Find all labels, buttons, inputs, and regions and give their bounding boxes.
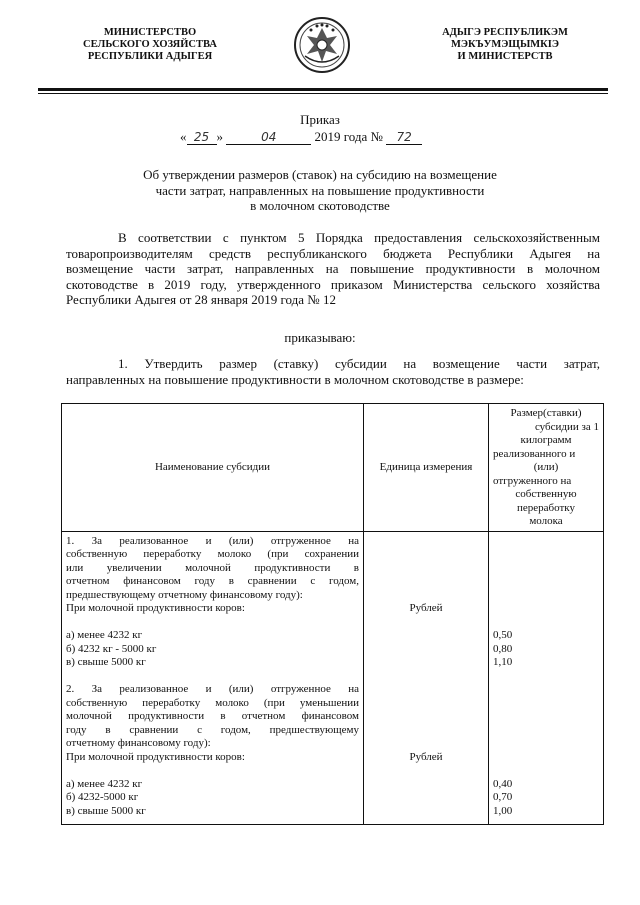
rate-value: 0,70 bbox=[493, 791, 513, 803]
productivity-option: а) менее 4232 кг bbox=[66, 777, 143, 790]
unit-value: Рублей bbox=[409, 750, 443, 763]
order-item-1 bbox=[66, 356, 600, 387]
rate-value: 0,40 bbox=[493, 777, 513, 790]
productivity-option: б) 4232-5000 кг bbox=[66, 791, 139, 803]
rate-value: 0,80 bbox=[493, 642, 513, 655]
rate-header-line: реализованного и bbox=[493, 447, 576, 460]
desc-line: отчетном финансовом году в сравнении с годом, bbox=[66, 575, 359, 587]
rate-header-line: (или) bbox=[533, 461, 559, 473]
preamble-line: Республики Адыгея от 28 января 2019 года № 12 bbox=[66, 292, 336, 307]
header-right-line: МЭКЪУМЭЩЫМКІЭ bbox=[451, 39, 559, 50]
productivity-option: а) менее 4232 кг bbox=[66, 629, 143, 641]
desc-line: году в сравнении с годом, предшествующему bbox=[66, 723, 359, 736]
rate-value: 0,50 bbox=[493, 629, 513, 641]
rate-header-line: собственную bbox=[515, 488, 577, 500]
rate-header-line: переработку bbox=[517, 501, 575, 514]
unit-value: Рублей bbox=[409, 602, 443, 614]
quote-open: « bbox=[180, 129, 187, 144]
order-month: 04 bbox=[226, 130, 311, 145]
desc-line: молочной продуктивности в отчетном финансовом bbox=[66, 710, 359, 722]
header-left-line: РЕСПУБЛИКИ АДЫГЕЯ bbox=[87, 51, 213, 62]
header-left-line: МИНИСТЕРСТВО bbox=[103, 27, 197, 38]
item-line: направленных на повышение продуктивности в молочном скотоводстве в размере: bbox=[66, 371, 524, 387]
preamble-line: В соответствии с пунктом 5 Порядка предоставления сельскохозяйственным bbox=[118, 230, 600, 245]
orders-word: приказываю: bbox=[284, 330, 356, 345]
desc-line: предшествующему отчетному финансовому году): bbox=[66, 588, 303, 601]
ministry-name-russian bbox=[70, 27, 230, 63]
coat-of-arms-emblem bbox=[293, 16, 351, 74]
order-number: 72 bbox=[386, 130, 422, 145]
desc-line: 1. За реализованное и (или) отгруженное на bbox=[66, 534, 359, 547]
subsidy-rates-table bbox=[61, 403, 604, 825]
unit-cell bbox=[364, 531, 489, 825]
item-line: 1. Утвердить размер (ставку) субсидии на возмещение части затрат, bbox=[118, 356, 600, 371]
table-body-row bbox=[62, 531, 604, 825]
order-year: 2019 года № bbox=[314, 129, 383, 144]
header-divider-thick bbox=[38, 88, 608, 91]
desc-line: отчетному финансовому году): bbox=[66, 737, 211, 749]
desc-line: При молочной продуктивности коров: bbox=[66, 602, 245, 614]
order-date-number-line bbox=[180, 129, 422, 145]
desc-line: или увеличении молочной продуктивности в bbox=[66, 561, 359, 574]
col-header-unit: Единица измерения bbox=[364, 404, 489, 532]
header-right-line: АДЫГЭ РЕСПУБЛИКЭМ bbox=[442, 27, 568, 38]
rate-cell bbox=[489, 531, 604, 825]
subject-line: в молочном скотоводстве bbox=[250, 198, 390, 213]
desc-line: собственную переработку молоко (при уменьшении bbox=[66, 696, 359, 709]
subsidy-description-cell bbox=[62, 531, 364, 825]
rate-header-line: отгруженного на bbox=[493, 474, 572, 487]
desc-line: 2. За реализованное и (или) отгруженное на bbox=[66, 683, 359, 695]
subject-line: Об утверждении размеров (ставок) на субсидию на возмещение bbox=[143, 167, 497, 182]
rate-value: 1,10 bbox=[493, 656, 513, 668]
document-title: Приказ bbox=[300, 112, 340, 127]
preamble-line: товаропроизводителям средств республиканского бюджета Республики Адыгея на bbox=[66, 245, 600, 261]
rate-header-line: Размер(ставки) bbox=[510, 407, 582, 419]
quote-close: » bbox=[216, 129, 223, 144]
table-header-row bbox=[62, 404, 604, 532]
preamble-line: скотоводстве в 2019 году, утвержденного приказом Министерства сельского хозяйства bbox=[66, 276, 600, 292]
col-header-subsidy-name: Наименование субсидии bbox=[62, 404, 364, 532]
desc-line: При молочной продуктивности коров: bbox=[66, 750, 245, 763]
subject-line: части затрат, направленных на повышение продуктивности bbox=[155, 182, 485, 198]
preamble-line: возмещение части затрат, направленных на повышение продуктивности в молочном bbox=[66, 261, 600, 276]
rate-header-line: килограмм bbox=[520, 434, 572, 446]
header-divider-thin bbox=[38, 93, 608, 94]
desc-line: собственную переработку молоко (при сохранении bbox=[66, 548, 359, 560]
order-subject bbox=[0, 167, 640, 214]
productivity-option: в) свыше 5000 кг bbox=[66, 656, 146, 668]
rate-header-line: субсидии за 1 bbox=[534, 420, 599, 433]
order-day: 25 bbox=[187, 130, 217, 145]
col-header-rate bbox=[489, 404, 604, 532]
rate-header-line: молока bbox=[529, 515, 563, 527]
ministry-name-adyghe bbox=[420, 27, 590, 63]
header-left-line: СЕЛЬСКОГО ХОЗЯЙСТВА bbox=[83, 39, 217, 50]
productivity-option: в) свыше 5000 кг bbox=[66, 804, 146, 817]
preamble-paragraph bbox=[66, 230, 600, 308]
productivity-option: б) 4232 кг - 5000 кг bbox=[66, 642, 157, 655]
header-right-line: И МИНИСТЕРСТВ bbox=[457, 51, 553, 62]
rate-value: 1,00 bbox=[493, 804, 513, 817]
